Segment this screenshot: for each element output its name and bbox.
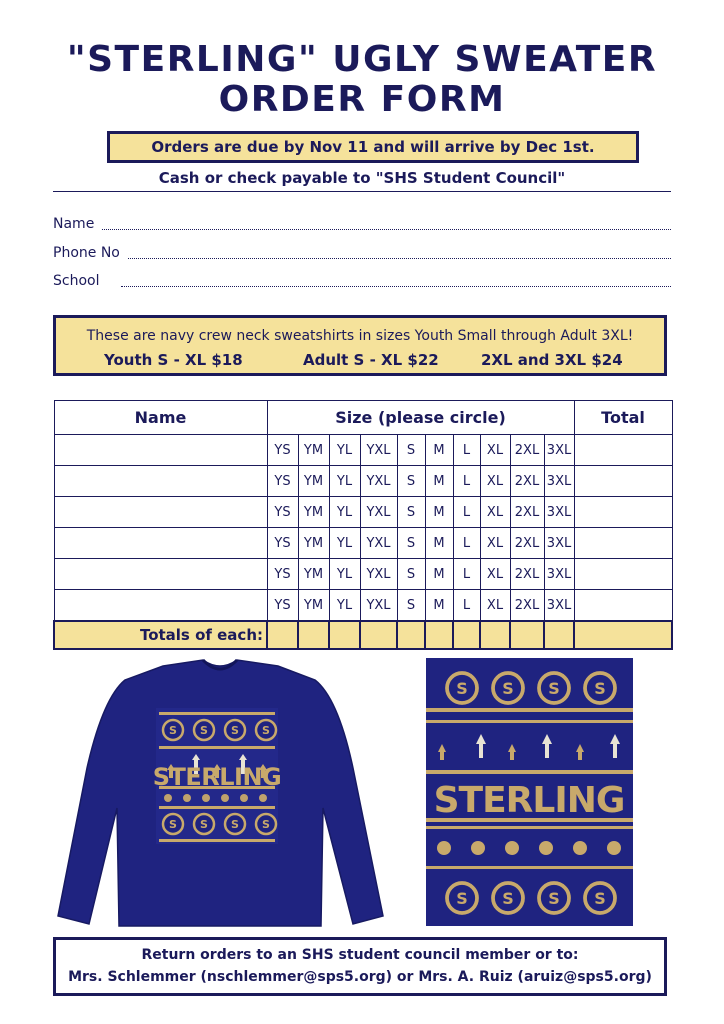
school-line[interactable] — [121, 286, 671, 287]
logo-badge-letter: S — [548, 888, 560, 908]
size-option[interactable]: L — [453, 528, 480, 559]
price-large: 2XL and 3XL $24 — [481, 351, 623, 369]
name-cell[interactable] — [54, 435, 267, 466]
header-size: Size (please circle) — [267, 401, 574, 435]
logo-badge-letter: S — [548, 678, 560, 698]
school-field[interactable] — [53, 270, 671, 290]
size-total-cell[interactable] — [298, 621, 329, 649]
payable-note: Cash or check payable to "SHS Student Council" — [158, 169, 566, 187]
table-row — [54, 528, 672, 559]
size-option[interactable]: L — [453, 590, 480, 622]
size-total-cell[interactable] — [425, 621, 453, 649]
size-option[interactable]: XL — [480, 466, 510, 497]
phone-field[interactable] — [53, 242, 671, 262]
size-total-cell[interactable] — [453, 621, 480, 649]
logo-badge-letter: S — [594, 678, 606, 698]
table-row — [54, 435, 672, 466]
size-option[interactable]: YS — [267, 559, 298, 590]
size-option[interactable]: 3XL — [544, 590, 574, 622]
logo-badge-letter: S — [262, 723, 270, 737]
size-option[interactable]: 2XL — [510, 435, 544, 466]
header-total: Total — [574, 401, 672, 435]
size-option[interactable]: M — [425, 466, 453, 497]
name-cell[interactable] — [54, 466, 267, 497]
name-field[interactable] — [53, 213, 671, 233]
size-option[interactable]: YS — [267, 435, 298, 466]
size-option[interactable]: YL — [329, 590, 360, 622]
size-option[interactable]: 3XL — [544, 497, 574, 528]
size-option[interactable]: YM — [298, 528, 329, 559]
size-option[interactable]: YL — [329, 497, 360, 528]
logo-badge-letter: S — [502, 888, 514, 908]
size-total-cell[interactable] — [480, 621, 510, 649]
size-option[interactable]: YS — [267, 466, 298, 497]
name-label: Name — [53, 216, 95, 232]
school-label: School — [53, 273, 100, 289]
price-adult: Adult S - XL $22 — [303, 351, 439, 369]
logo-badge-letter: S — [594, 888, 606, 908]
sweater-image — [53, 658, 388, 928]
sweater-pattern-image — [426, 658, 633, 926]
size-option[interactable]: 2XL — [510, 466, 544, 497]
total-cell[interactable] — [574, 435, 672, 466]
size-option[interactable]: YXL — [360, 466, 397, 497]
size-option[interactable]: YL — [329, 466, 360, 497]
footer-line-2: Mrs. Schlemmer (nschlemmer@sps5.org) or Mrs. A. Ruiz (aruiz@sps5.org) — [68, 969, 652, 985]
due-notice: Orders are due by Nov 11 and will arrive by Dec 1st. — [107, 131, 639, 163]
size-option[interactable]: S — [397, 559, 425, 590]
table-row — [54, 590, 672, 622]
logo-badge-letter: S — [262, 817, 270, 831]
size-option[interactable]: YM — [298, 590, 329, 622]
price-youth: Youth S - XL $18 — [104, 351, 243, 369]
size-option[interactable]: S — [397, 466, 425, 497]
size-option[interactable]: M — [425, 528, 453, 559]
table-header-row — [54, 401, 672, 435]
size-option[interactable]: YM — [298, 497, 329, 528]
logo-badge-letter: S — [456, 678, 468, 698]
header-name: Name — [54, 401, 267, 435]
logo-badge-letter: S — [456, 888, 468, 908]
table-row — [54, 466, 672, 497]
footer-box — [53, 937, 667, 996]
total-cell[interactable] — [574, 559, 672, 590]
size-option[interactable]: L — [453, 497, 480, 528]
size-option[interactable]: 2XL — [510, 528, 544, 559]
size-option[interactable]: 3XL — [544, 435, 574, 466]
pricing-box — [53, 315, 667, 376]
size-option[interactable]: YXL — [360, 590, 397, 622]
total-cell[interactable] — [574, 466, 672, 497]
title-line-1: "STERLING" UGLY SWEATER — [66, 39, 658, 80]
size-option[interactable]: YM — [298, 435, 329, 466]
size-option[interactable]: M — [425, 590, 453, 622]
grand-total-cell[interactable] — [574, 621, 672, 649]
size-option[interactable]: M — [425, 559, 453, 590]
size-option[interactable]: XL — [480, 528, 510, 559]
size-option[interactable]: XL — [480, 590, 510, 622]
size-option[interactable]: S — [397, 435, 425, 466]
size-option[interactable]: YL — [329, 528, 360, 559]
name-cell[interactable] — [54, 590, 267, 622]
order-table — [53, 400, 673, 650]
size-total-cell[interactable] — [544, 621, 574, 649]
logo-badge-letter: S — [200, 817, 208, 831]
sweater-word: STERLING — [152, 763, 282, 791]
size-total-cell[interactable] — [329, 621, 360, 649]
total-cell[interactable] — [574, 590, 672, 622]
title-line-2: ORDER FORM — [218, 79, 506, 120]
phone-label: Phone No — [53, 245, 120, 261]
footer-line-1: Return orders to an SHS student council member or to: — [141, 947, 579, 963]
table-row — [54, 497, 672, 528]
pricing-description: These are navy crew neck sweatshirts in sizes Youth Small through Adult 3XL! — [86, 328, 634, 344]
total-cell[interactable] — [574, 528, 672, 559]
name-line[interactable] — [102, 229, 671, 230]
size-option[interactable]: YL — [329, 559, 360, 590]
logo-badge-letter: S — [169, 817, 177, 831]
size-option[interactable]: L — [453, 559, 480, 590]
size-option[interactable]: L — [453, 466, 480, 497]
size-option[interactable]: 2XL — [510, 497, 544, 528]
size-option[interactable]: YS — [267, 497, 298, 528]
table-row — [54, 559, 672, 590]
size-option[interactable]: YXL — [360, 435, 397, 466]
logo-badge-letter: S — [169, 723, 177, 737]
size-option[interactable]: YS — [267, 590, 298, 622]
divider — [53, 191, 671, 192]
size-option[interactable]: XL — [480, 497, 510, 528]
name-cell[interactable] — [54, 559, 267, 590]
size-option[interactable]: YM — [298, 559, 329, 590]
logo-badge-letter: S — [231, 723, 239, 737]
size-option[interactable]: 2XL — [510, 559, 544, 590]
size-option[interactable]: XL — [480, 435, 510, 466]
size-option[interactable]: YXL — [360, 528, 397, 559]
size-option[interactable]: 2XL — [510, 590, 544, 622]
name-cell[interactable] — [54, 528, 267, 559]
size-total-cell[interactable] — [360, 621, 397, 649]
size-option[interactable]: M — [425, 435, 453, 466]
size-option[interactable]: S — [397, 590, 425, 622]
size-option[interactable]: S — [397, 528, 425, 559]
phone-line[interactable] — [128, 258, 671, 259]
logo-badge-letter: S — [502, 678, 514, 698]
size-option[interactable]: YM — [298, 466, 329, 497]
size-option[interactable]: YXL — [360, 497, 397, 528]
size-option[interactable]: S — [397, 497, 425, 528]
size-option[interactable]: L — [453, 435, 480, 466]
size-total-cell[interactable] — [267, 621, 298, 649]
size-option[interactable]: M — [425, 497, 453, 528]
size-option[interactable]: YL — [329, 435, 360, 466]
size-option[interactable]: YXL — [360, 559, 397, 590]
totals-row — [54, 621, 672, 649]
size-total-cell[interactable] — [510, 621, 544, 649]
size-total-cell[interactable] — [397, 621, 425, 649]
logo-badge-letter: S — [231, 817, 239, 831]
totals-label: Totals of each: — [54, 621, 267, 649]
size-option[interactable]: 3XL — [544, 466, 574, 497]
name-cell[interactable] — [54, 497, 267, 528]
logo-badge-letter: S — [200, 723, 208, 737]
pattern-word: STERLING — [433, 780, 625, 821]
size-option[interactable]: 3XL — [544, 528, 574, 559]
total-cell[interactable] — [574, 497, 672, 528]
size-option[interactable]: 3XL — [544, 559, 574, 590]
size-option[interactable]: XL — [480, 559, 510, 590]
size-option[interactable]: YS — [267, 528, 298, 559]
page-title — [0, 40, 724, 120]
